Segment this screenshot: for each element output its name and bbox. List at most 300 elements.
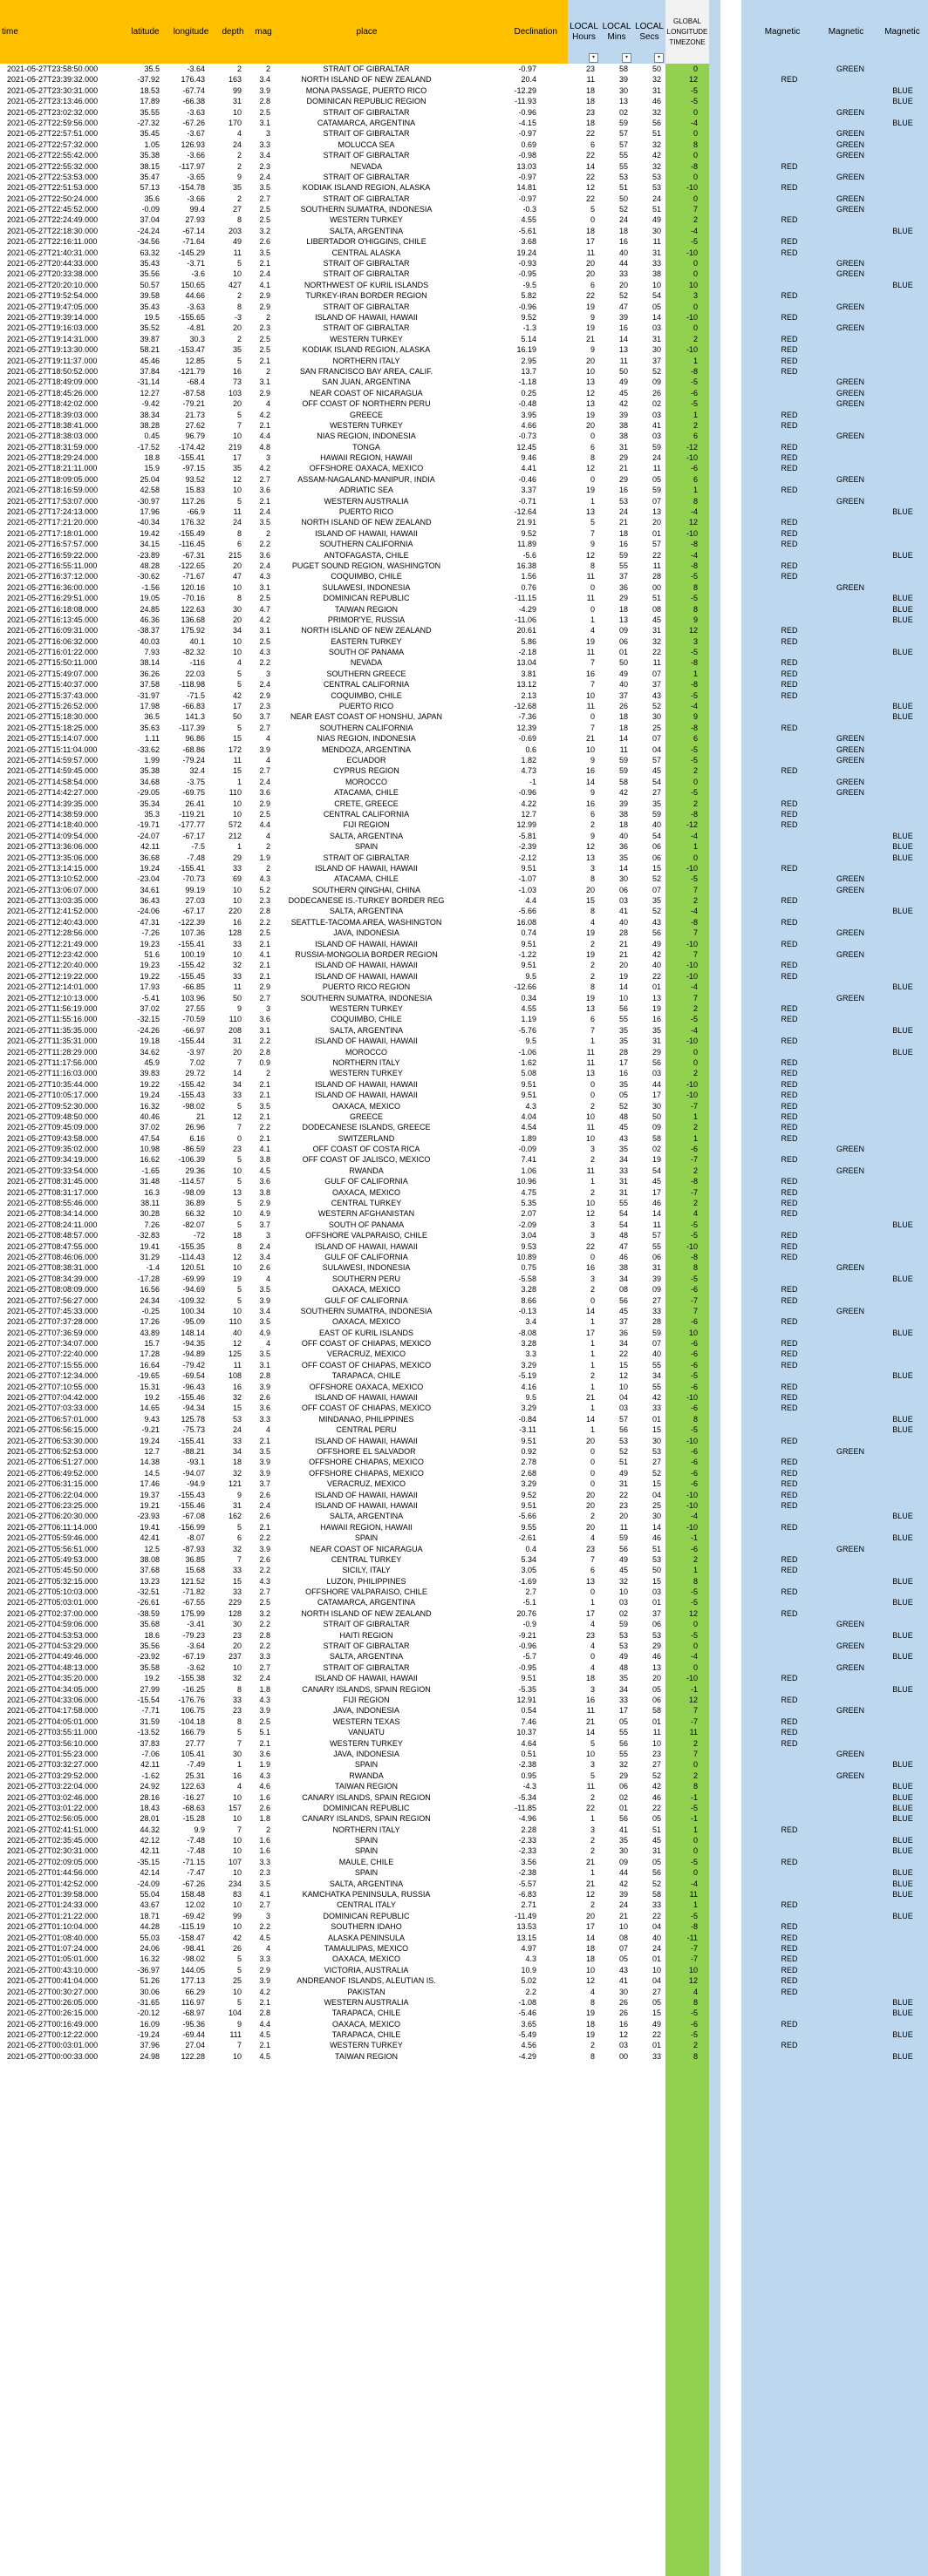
cell-magnetic-2[interactable] xyxy=(833,1478,868,1489)
cell-local-mins[interactable]: 41 xyxy=(618,907,628,916)
cell-magnetic-3[interactable] xyxy=(885,312,920,323)
cell-depth[interactable]: 8 xyxy=(236,215,242,225)
cell-time[interactable]: 2021-05-27T01:21:22.000 xyxy=(7,1911,99,1920)
cell-mag[interactable]: 3.5 xyxy=(259,518,270,527)
cell-local-mins[interactable]: 40 xyxy=(618,248,628,257)
cell-depth[interactable]: 229 xyxy=(228,1598,242,1607)
cell-local-secs[interactable]: 05 xyxy=(652,1684,661,1694)
cell-longitude[interactable]: 21.73 xyxy=(185,410,205,419)
table-row[interactable] xyxy=(0,312,928,323)
cell-longitude[interactable]: -155.35 xyxy=(178,1241,205,1251)
cell-magnetic-1[interactable]: RED xyxy=(781,690,798,700)
cell-local-mins[interactable]: 35 xyxy=(618,1037,628,1046)
cell-depth[interactable]: 5 xyxy=(236,1155,242,1165)
cell-time[interactable]: 2021-05-27T12:41:52.000 xyxy=(7,907,99,916)
cell-longitude[interactable]: -7.48 xyxy=(187,853,205,862)
cell-place[interactable]: SALTA, ARGENTINA xyxy=(329,1025,404,1035)
cell-depth[interactable]: 20 xyxy=(232,1641,242,1651)
cell-local-mins[interactable]: 52 xyxy=(618,205,628,214)
cell-longitude[interactable]: -155.43 xyxy=(178,1490,205,1499)
cell-global-timezone[interactable]: -5 xyxy=(690,1803,698,1812)
cell-local-secs[interactable]: 08 xyxy=(652,604,661,614)
cell-magnetic-2[interactable] xyxy=(833,1457,868,1467)
cell-mag[interactable]: 3.8 xyxy=(259,1155,270,1165)
cell-global-timezone[interactable]: 2 xyxy=(693,1166,698,1175)
cell-local-secs[interactable]: 25 xyxy=(652,1500,661,1510)
cell-local-hours[interactable]: 12 xyxy=(585,388,595,398)
cell-declination[interactable]: -2.12 xyxy=(518,853,536,862)
cell-magnetic-3[interactable]: BLUE xyxy=(892,907,913,916)
cell-magnetic-1[interactable]: RED xyxy=(781,1587,798,1597)
cell-latitude[interactable]: 38.15 xyxy=(140,161,160,171)
cell-longitude[interactable]: -174.42 xyxy=(178,442,205,452)
cell-local-hours[interactable]: 1 xyxy=(590,1814,595,1824)
cell-depth[interactable]: 12 xyxy=(232,1339,242,1349)
cell-magnetic-1[interactable] xyxy=(772,226,807,236)
cell-magnetic-1[interactable] xyxy=(772,280,807,290)
cell-place[interactable]: MENDOZA, ARGENTINA xyxy=(321,744,411,754)
cell-mag[interactable]: 2.6 xyxy=(259,1803,270,1812)
cell-place[interactable]: TARAPACA, CHILE xyxy=(331,2008,401,2018)
cell-magnetic-1[interactable]: RED xyxy=(781,1349,798,1359)
cell-local-hours[interactable]: 9 xyxy=(590,312,595,322)
cell-global-timezone[interactable]: -8 xyxy=(690,809,698,819)
cell-place[interactable]: SOUTHERN CALIFORNIA xyxy=(319,540,413,549)
cell-magnetic-3[interactable] xyxy=(885,690,920,701)
cell-latitude[interactable]: 19.22 xyxy=(140,1079,160,1089)
table-row[interactable] xyxy=(0,1544,928,1554)
cell-local-secs[interactable]: 14 xyxy=(652,312,661,322)
cell-time[interactable]: 2021-05-27T14:18:40.000 xyxy=(7,820,99,830)
cell-longitude[interactable]: 175.92 xyxy=(181,626,205,636)
cell-magnetic-2[interactable] xyxy=(833,1911,868,1921)
cell-mag[interactable]: 3.4 xyxy=(259,75,270,85)
cell-latitude[interactable]: 35.52 xyxy=(140,323,160,333)
cell-magnetic-3[interactable] xyxy=(885,1825,920,1835)
cell-mag[interactable]: 3.1 xyxy=(259,582,270,592)
cell-local-secs[interactable]: 59 xyxy=(652,809,661,819)
cell-mag[interactable]: 2.5 xyxy=(259,107,270,117)
cell-magnetic-3[interactable]: BLUE xyxy=(892,1792,913,1802)
cell-mag[interactable]: 3.5 xyxy=(259,248,270,257)
cell-depth[interactable]: 5 xyxy=(236,680,242,690)
cell-place[interactable]: VERACRUZ, MEXICO xyxy=(326,1479,406,1489)
cell-depth[interactable]: 33 xyxy=(232,939,242,948)
cell-local-hours[interactable]: 11 xyxy=(586,1047,595,1057)
cell-time[interactable]: 2021-05-27T00:03:01.000 xyxy=(7,2041,99,2050)
cell-local-secs[interactable]: 42 xyxy=(652,950,661,960)
cell-magnetic-3[interactable] xyxy=(885,334,920,344)
cell-local-secs[interactable]: 15 xyxy=(652,1425,661,1435)
cell-local-mins[interactable]: 04 xyxy=(618,1393,628,1403)
cell-magnetic-3[interactable] xyxy=(885,1490,920,1500)
cell-global-timezone[interactable]: -8 xyxy=(690,540,698,549)
table-row[interactable] xyxy=(0,236,928,247)
cell-magnetic-1[interactable] xyxy=(772,1630,807,1641)
cell-local-hours[interactable]: 0 xyxy=(590,582,595,592)
cell-global-timezone[interactable]: 8 xyxy=(693,139,698,149)
cell-time[interactable]: 2021-05-27T07:15:55.000 xyxy=(7,1360,99,1370)
cell-latitude[interactable]: 19.18 xyxy=(140,1037,160,1046)
cell-declination[interactable]: 9.46 xyxy=(521,453,536,463)
cell-global-timezone[interactable]: -10 xyxy=(686,863,698,873)
filter-dropdown-icon[interactable]: ▾ xyxy=(654,53,664,63)
cell-global-timezone[interactable]: -4 xyxy=(690,907,698,916)
cell-local-hours[interactable]: 3 xyxy=(590,1231,595,1240)
cell-local-mins[interactable]: 35 xyxy=(618,1836,628,1845)
cell-longitude[interactable]: 12.85 xyxy=(185,356,205,365)
cell-mag[interactable]: 2.7 xyxy=(259,723,270,732)
cell-depth[interactable]: 10 xyxy=(232,486,242,495)
cell-latitude[interactable]: 46.36 xyxy=(140,615,160,624)
table-row[interactable] xyxy=(0,777,928,787)
cell-time[interactable]: 2021-05-27T16:55:11.000 xyxy=(7,561,98,570)
table-row[interactable] xyxy=(0,1630,928,1641)
cell-longitude[interactable]: -15.28 xyxy=(182,1814,205,1824)
cell-longitude[interactable]: 6.16 xyxy=(189,1133,205,1143)
cell-magnetic-2[interactable] xyxy=(833,85,868,96)
cell-latitude[interactable]: 42.41 xyxy=(140,1533,160,1543)
cell-local-secs[interactable]: 27 xyxy=(652,1987,661,1996)
cell-local-mins[interactable]: 56 xyxy=(618,1544,628,1553)
table-row[interactable] xyxy=(0,1403,928,1413)
cell-mag[interactable]: 3.9 xyxy=(259,1976,270,1986)
table-row[interactable] xyxy=(0,74,928,85)
cell-depth[interactable]: 19 xyxy=(232,1274,242,1283)
cell-latitude[interactable]: 19.2 xyxy=(144,1674,160,1683)
cell-mag[interactable]: 4.5 xyxy=(259,2051,270,2061)
cell-local-hours[interactable]: 4 xyxy=(590,917,595,927)
cell-local-mins[interactable]: 02 xyxy=(618,1792,628,1802)
cell-declination[interactable]: -0.84 xyxy=(518,1414,536,1424)
cell-place[interactable]: CATAMARCA, ARGENTINA xyxy=(317,1598,416,1607)
cell-place[interactable]: SWITZERLAND xyxy=(338,1133,395,1143)
cell-magnetic-2[interactable] xyxy=(833,615,868,625)
table-row[interactable] xyxy=(0,1879,928,1889)
cell-declination[interactable]: 12.39 xyxy=(516,723,536,732)
cell-local-hours[interactable]: 5 xyxy=(590,1771,595,1780)
cell-local-mins[interactable]: 13 xyxy=(618,97,628,106)
cell-latitude[interactable]: -24.07 xyxy=(137,831,160,840)
cell-global-timezone[interactable]: -7 xyxy=(690,1101,698,1111)
cell-place[interactable]: STRAIT OF GIBRALTAR xyxy=(323,1620,410,1629)
cell-local-hours[interactable]: 1 xyxy=(590,1349,595,1359)
cell-mag[interactable]: 2.1 xyxy=(259,1522,270,1532)
cell-place[interactable]: SALTA, ARGENTINA xyxy=(329,1512,404,1521)
cell-longitude[interactable]: 15.83 xyxy=(185,486,205,495)
cell-declination[interactable]: 9.51 xyxy=(521,1436,536,1445)
cell-place[interactable]: NEAR COAST OF NICARAGUA xyxy=(310,1544,423,1553)
cell-declination[interactable]: 1.19 xyxy=(521,1015,536,1024)
cell-magnetic-2[interactable]: GREEN xyxy=(836,885,864,894)
cell-magnetic-2[interactable]: GREEN xyxy=(836,129,864,139)
cell-local-secs[interactable]: 40 xyxy=(652,1349,661,1359)
cell-global-timezone[interactable]: 2 xyxy=(693,1003,698,1013)
cell-magnetic-2[interactable] xyxy=(833,1111,868,1122)
cell-mag[interactable]: 4 xyxy=(265,756,270,765)
cell-magnetic-3[interactable]: BLUE xyxy=(892,1890,913,1900)
table-row[interactable] xyxy=(0,1036,928,1046)
cell-magnetic-2[interactable] xyxy=(833,1813,868,1824)
cell-magnetic-2[interactable] xyxy=(833,1997,868,2008)
cell-local-mins[interactable]: 06 xyxy=(618,636,628,646)
cell-mag[interactable]: 4.3 xyxy=(259,648,270,657)
cell-local-hours[interactable]: 22 xyxy=(585,172,595,181)
cell-latitude[interactable]: 34.15 xyxy=(140,540,160,549)
cell-global-timezone[interactable]: 8 xyxy=(693,1997,698,2007)
table-row[interactable] xyxy=(0,1349,928,1359)
table-row[interactable] xyxy=(0,85,928,96)
cell-longitude[interactable]: -104.18 xyxy=(178,1716,205,1726)
cell-global-timezone[interactable]: -10 xyxy=(686,312,698,322)
cell-local-secs[interactable]: 03 xyxy=(652,323,661,333)
cell-local-hours[interactable]: 21 xyxy=(585,1879,595,1888)
cell-longitude[interactable]: 36.85 xyxy=(185,1554,205,1564)
table-row[interactable] xyxy=(0,928,928,938)
cell-longitude[interactable]: -71.5 xyxy=(187,690,205,700)
cell-local-hours[interactable]: 6 xyxy=(590,1015,595,1024)
cell-magnetic-1[interactable] xyxy=(772,1781,807,1791)
cell-global-timezone[interactable]: -10 xyxy=(686,1522,698,1532)
cell-local-hours[interactable]: 2 xyxy=(590,1512,595,1521)
cell-local-secs[interactable]: 01 xyxy=(652,1598,661,1607)
cell-local-secs[interactable]: 29 xyxy=(652,1641,661,1651)
cell-local-mins[interactable]: 21 xyxy=(618,518,628,527)
cell-local-secs[interactable]: 53 xyxy=(652,183,661,193)
cell-magnetic-3[interactable] xyxy=(885,107,920,118)
cell-mag[interactable]: 2.5 xyxy=(259,636,270,646)
cell-magnetic-2[interactable]: GREEN xyxy=(836,582,864,592)
cell-local-secs[interactable]: 24 xyxy=(652,194,661,203)
cell-magnetic-1[interactable] xyxy=(772,1662,807,1673)
cell-local-secs[interactable]: 56 xyxy=(652,928,661,938)
cell-longitude[interactable]: -98.09 xyxy=(182,1187,205,1197)
cell-global-timezone[interactable]: -5 xyxy=(690,1015,698,1024)
cell-latitude[interactable]: -34.56 xyxy=(137,237,160,247)
cell-global-timezone[interactable]: 8 xyxy=(693,1782,698,1791)
cell-global-timezone[interactable]: 6 xyxy=(693,474,698,484)
cell-magnetic-1[interactable]: RED xyxy=(781,518,798,527)
cell-magnetic-1[interactable] xyxy=(772,604,807,615)
cell-magnetic-2[interactable] xyxy=(833,1122,868,1132)
cell-mag[interactable]: 2.9 xyxy=(259,1965,270,1974)
cell-global-timezone[interactable]: -4 xyxy=(690,1652,698,1662)
cell-magnetic-1[interactable]: RED xyxy=(781,1295,798,1305)
cell-magnetic-3[interactable] xyxy=(885,1198,920,1208)
cell-local-secs[interactable]: 11 xyxy=(652,1220,661,1229)
cell-declination[interactable]: 12.7 xyxy=(521,809,536,819)
cell-magnetic-2[interactable] xyxy=(833,1554,868,1565)
cell-global-timezone[interactable]: -12 xyxy=(686,820,698,830)
cell-local-hours[interactable]: 16 xyxy=(585,799,595,808)
cell-magnetic-2[interactable] xyxy=(833,1349,868,1359)
cell-latitude[interactable]: 42.11 xyxy=(140,1760,160,1770)
cell-local-secs[interactable]: 06 xyxy=(652,1252,661,1261)
cell-declination[interactable]: -2.38 xyxy=(518,1760,536,1770)
cell-magnetic-3[interactable] xyxy=(885,669,920,679)
cell-place[interactable]: SAN JUAN, ARGENTINA xyxy=(322,377,411,387)
cell-magnetic-1[interactable] xyxy=(772,2008,807,2018)
cell-declination[interactable]: -0.96 xyxy=(518,1641,536,1651)
cell-magnetic-2[interactable] xyxy=(833,161,868,172)
cell-mag[interactable]: 2.7 xyxy=(259,766,270,776)
cell-declination[interactable]: 1.06 xyxy=(521,1166,536,1175)
cell-local-mins[interactable]: 56 xyxy=(618,1814,628,1824)
cell-longitude[interactable]: -67.26 xyxy=(182,1879,205,1888)
cell-place[interactable]: WESTERN TURKEY xyxy=(330,215,403,225)
cell-latitude[interactable]: 1.11 xyxy=(145,734,160,744)
cell-local-hours[interactable]: 7 xyxy=(590,1554,595,1564)
cell-magnetic-3[interactable] xyxy=(885,1068,920,1078)
cell-latitude[interactable]: 42.11 xyxy=(140,1846,160,1856)
table-row[interactable] xyxy=(0,1813,928,1824)
table-row[interactable] xyxy=(0,1068,928,1078)
cell-depth[interactable]: 9 xyxy=(236,1003,242,1013)
table-row[interactable] xyxy=(0,258,928,268)
cell-latitude[interactable]: 36.26 xyxy=(140,669,160,678)
cell-local-hours[interactable]: 14 xyxy=(585,1414,595,1424)
cell-depth[interactable]: 2 xyxy=(236,65,242,73)
cell-local-hours[interactable]: 9 xyxy=(590,788,595,798)
cell-local-secs[interactable]: 49 xyxy=(652,939,661,948)
cell-mag[interactable]: 2.1 xyxy=(259,1079,270,1089)
cell-magnetic-3[interactable] xyxy=(885,1954,920,1964)
cell-latitude[interactable]: -1.62 xyxy=(141,1771,160,1780)
cell-magnetic-1[interactable] xyxy=(772,118,807,128)
cell-latitude[interactable]: 36.5 xyxy=(144,712,160,722)
cell-local-hours[interactable]: 19 xyxy=(585,410,595,419)
cell-local-mins[interactable]: 56 xyxy=(618,1003,628,1013)
cell-time[interactable]: 2021-05-27T03:01:22.000 xyxy=(7,1803,99,1812)
cell-depth[interactable]: 17 xyxy=(232,453,242,463)
cell-longitude[interactable]: 120.16 xyxy=(181,582,205,592)
cell-magnetic-1[interactable]: RED xyxy=(781,291,798,301)
cell-mag[interactable]: 3 xyxy=(265,129,270,139)
cell-global-timezone[interactable]: -10 xyxy=(686,528,698,538)
cell-local-hours[interactable]: 4 xyxy=(590,1987,595,1996)
cell-global-timezone[interactable]: 1 xyxy=(693,356,698,365)
cell-local-secs[interactable]: 33 xyxy=(652,2051,661,2061)
cell-local-secs[interactable]: 24 xyxy=(652,1943,661,1953)
cell-latitude[interactable]: 38.08 xyxy=(140,1554,160,1564)
cell-local-hours[interactable]: 0 xyxy=(590,1587,595,1597)
cell-magnetic-2[interactable]: GREEN xyxy=(836,1662,864,1672)
cell-place[interactable]: GREECE xyxy=(349,410,383,419)
cell-local-mins[interactable]: 14 xyxy=(618,334,628,343)
cell-magnetic-1[interactable]: RED xyxy=(781,1177,798,1186)
cell-latitude[interactable]: 28.01 xyxy=(140,1814,160,1824)
cell-longitude[interactable]: 27.04 xyxy=(185,2041,205,2050)
cell-local-mins[interactable]: 02 xyxy=(618,107,628,117)
cell-depth[interactable]: 10 xyxy=(232,950,242,960)
cell-magnetic-1[interactable] xyxy=(772,1597,807,1607)
cell-declination[interactable]: 0.76 xyxy=(521,582,536,592)
cell-latitude[interactable]: -9.21 xyxy=(141,1425,160,1435)
cell-local-hours[interactable]: 17 xyxy=(585,237,595,247)
cell-magnetic-1[interactable] xyxy=(772,593,807,603)
cell-place[interactable]: CANARY ISLANDS, SPAIN REGION xyxy=(302,1792,431,1802)
cell-local-hours[interactable]: 18 xyxy=(585,118,595,127)
cell-magnetic-3[interactable] xyxy=(885,1716,920,1727)
cell-local-hours[interactable]: 13 xyxy=(585,1069,595,1078)
cell-magnetic-2[interactable] xyxy=(833,1651,868,1662)
cell-longitude[interactable]: -67.17 xyxy=(182,831,205,840)
cell-mag[interactable]: 4 xyxy=(265,399,270,409)
cell-local-hours[interactable]: 3 xyxy=(590,1684,595,1694)
cell-time[interactable]: 2021-05-27T11:28:29.000 xyxy=(7,1047,98,1057)
cell-mag[interactable]: 3.9 xyxy=(259,1706,270,1716)
cell-local-mins[interactable]: 52 xyxy=(618,1447,628,1456)
cell-depth[interactable]: 50 xyxy=(232,712,242,722)
cell-local-secs[interactable]: 54 xyxy=(652,1166,661,1175)
cell-magnetic-1[interactable]: RED xyxy=(781,1252,798,1261)
cell-magnetic-1[interactable] xyxy=(772,949,807,960)
table-row[interactable] xyxy=(0,1608,928,1619)
cell-local-mins[interactable]: 35 xyxy=(618,1674,628,1683)
cell-time[interactable]: 2021-05-27T06:51:27.000 xyxy=(7,1458,99,1467)
table-row[interactable] xyxy=(0,733,928,744)
cell-declination[interactable]: 3.05 xyxy=(521,1566,536,1575)
cell-global-timezone[interactable]: -10 xyxy=(686,1490,698,1499)
cell-mag[interactable]: 3.7 xyxy=(259,1479,270,1489)
cell-local-secs[interactable]: 43 xyxy=(652,690,661,700)
cell-magnetic-1[interactable] xyxy=(772,268,807,279)
cell-latitude[interactable]: 19.24 xyxy=(140,863,160,873)
cell-place[interactable]: OFFSHORE EL SALVADOR xyxy=(317,1447,416,1456)
cell-local-hours[interactable]: 11 xyxy=(586,1706,595,1716)
cell-depth[interactable]: 12 xyxy=(232,1252,242,1261)
cell-magnetic-2[interactable] xyxy=(833,1511,868,1521)
cell-local-mins[interactable]: 46 xyxy=(618,1252,628,1261)
cell-magnetic-1[interactable]: RED xyxy=(781,1943,798,1953)
cell-local-mins[interactable]: 10 xyxy=(618,993,628,1003)
cell-global-timezone[interactable]: 6 xyxy=(693,432,698,441)
cell-local-secs[interactable]: 35 xyxy=(652,896,661,906)
cell-time[interactable]: 2021-05-27T08:31:17.000 xyxy=(7,1187,99,1197)
cell-local-secs[interactable]: 42 xyxy=(652,151,661,160)
cell-longitude[interactable]: 117.26 xyxy=(181,496,205,506)
cell-declination[interactable]: 2.2 xyxy=(525,1987,536,1996)
cell-global-timezone[interactable]: 6 xyxy=(693,734,698,744)
cell-local-mins[interactable]: 12 xyxy=(618,1371,628,1381)
cell-magnetic-2[interactable] xyxy=(833,625,868,636)
cell-magnetic-2[interactable] xyxy=(833,690,868,701)
cell-magnetic-2[interactable] xyxy=(833,1036,868,1046)
cell-local-mins[interactable]: 21 xyxy=(618,950,628,960)
cell-time[interactable]: 2021-05-27T13:35:06.000 xyxy=(7,853,99,862)
cell-declination[interactable]: -0.69 xyxy=(518,734,536,744)
cell-place[interactable]: PRIMOR'YE, RUSSIA xyxy=(327,615,406,624)
cell-latitude[interactable]: 58.21 xyxy=(140,345,160,355)
cell-declination[interactable]: 13.04 xyxy=(516,658,536,668)
cell-magnetic-2[interactable] xyxy=(833,1068,868,1078)
cell-depth[interactable]: 40 xyxy=(232,1328,242,1337)
cell-declination[interactable]: -0.97 xyxy=(518,172,536,181)
cell-latitude[interactable]: 55.03 xyxy=(140,1933,160,1942)
cell-latitude[interactable]: -1.65 xyxy=(141,1166,160,1175)
cell-magnetic-1[interactable]: RED xyxy=(781,366,798,376)
cell-local-hours[interactable]: 2 xyxy=(590,1155,595,1165)
cell-declination[interactable]: -11.06 xyxy=(515,615,536,624)
cell-magnetic-2[interactable] xyxy=(833,1857,868,1867)
cell-declination[interactable]: -5.1 xyxy=(522,1598,536,1607)
cell-depth[interactable]: 10 xyxy=(232,1987,242,1996)
cell-local-secs[interactable]: 52 xyxy=(652,874,661,884)
cell-depth[interactable]: 7 xyxy=(236,420,242,430)
cell-local-mins[interactable]: 57 xyxy=(618,139,628,149)
cell-mag[interactable]: 2.1 xyxy=(259,1111,270,1121)
cell-place[interactable]: CANARY ISLANDS, SPAIN REGION xyxy=(302,1684,431,1694)
